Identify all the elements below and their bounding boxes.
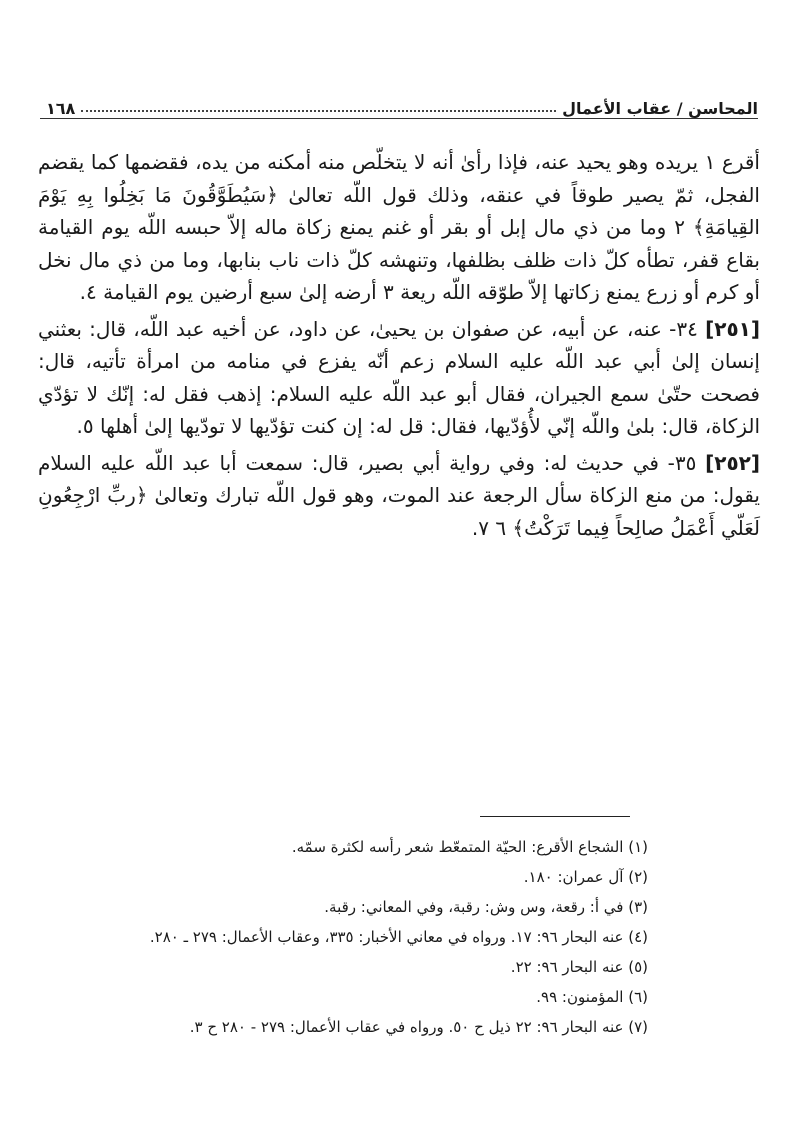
hadith-number-252: [٢٥٢] (705, 450, 760, 475)
running-title: المحاسن / عقاب الأعمال (562, 99, 758, 118)
footnote-7: (٧) عنه البحار ٩٦: ٢٢ ذيل ح ٥٠. ورواه في عقاب الأعمال: ٢٧٩ - ٢٨٠ ح ٣. (189, 1018, 648, 1036)
footnote-2: (٢) آل عمران: ١٨٠. (523, 868, 648, 886)
main-text (38, 146, 760, 548)
footnote-6: (٦) المؤمنون: ٩٩. (536, 988, 648, 1006)
hadith-number-251: [٢٥١] (705, 316, 760, 341)
footnotes (60, 832, 648, 1042)
footnote-1: (١) الشجاع الأقرع: الحيّة المتمعّط شعر رأسه لكثرة سمّه. (291, 838, 648, 856)
page-header (40, 88, 758, 119)
footnote-5: (٥) عنه البحار ٩٦: ٢٢. (510, 958, 648, 976)
paragraph-2-text: ٣٤- عنه، عن أبيه، عن صفوان بن يحيىٰ، عن داود، عن أخيه عبد اللّه، قال: بعثني إنسان إلىٰ أبي عبد اللّه عليه السلام زعم أنّه يفزع في منامه من امرأة تأتيه، قال: فصحت حتّىٰ سمع الجيران، فقال أبو عبد اللّه عليه السلام: إذهب فقل له: إنّك لا تؤدّي الزكاة، قال: بلىٰ واللّه إنّي لأُؤدّيها، فقال: قل له: إن كنت تؤدّيها لا تودّيها إلىٰ أهلها ٥. (38, 316, 760, 438)
paragraph-1: أقرع ١ يريده وهو يحيد عنه، فإذا رأىٰ أنه لا يتخلّص منه أمكنه من يده، فقضمها كما يقضم الفجل، ثمّ يصير طوقاً في عنقه، وذلك قول اللّه تعالىٰ ﴿سَيُطَوَّقُونَ مَا بَخِلُوا بِهِ يَوْمَ القِيامَةِ﴾ ٢ وما من ذي مال إبل أو بقر أو غنم يمنع زكاة ماله إلاّ حبسه اللّه يوم القيامة بقاع قفر، تطأه كلّ ذات ظلف بظلفها، وتنهشه كلّ ذات ناب بنابها، وما من ذي مال نخل أو كرم أو زرع يمنع زكاتها إلاّ طوّقه اللّه ريعة ٣ أرضه إلىٰ سبع أرضين يوم القيامة ٤. (38, 150, 760, 304)
header-dot-leader (81, 110, 556, 112)
footnote-separator (480, 816, 630, 817)
paragraph-3-text: ٣٥- في حديث له: وفي رواية أبي بصير، قال: سمعت أبا عبد اللّه عليه السلام يقول: من منع الزكاة سأل الرجعة عند الموت، وهو قول اللّه تبارك وتعالىٰ ﴿ربِّ ارْجِعُونِ لَعَلّي أَعْمَلُ صالِحاً فِيما تَرَكْتُ﴾ ٦ ٧. (38, 450, 760, 540)
paragraph-2 (38, 313, 760, 443)
footnote-3: (٣) في أ: رقعة، وس وش: رقبة، وفي المعاني: رقبة. (324, 898, 648, 916)
footnote-4: (٤) عنه البحار ٩٦: ١٧. ورواه في معاني الأخبار: ٣٣٥، وعقاب الأعمال: ٢٧٩ ـ ٢٨٠. (149, 928, 648, 946)
paragraph-3 (38, 447, 760, 545)
page-number: ١٦٨ (46, 99, 76, 118)
